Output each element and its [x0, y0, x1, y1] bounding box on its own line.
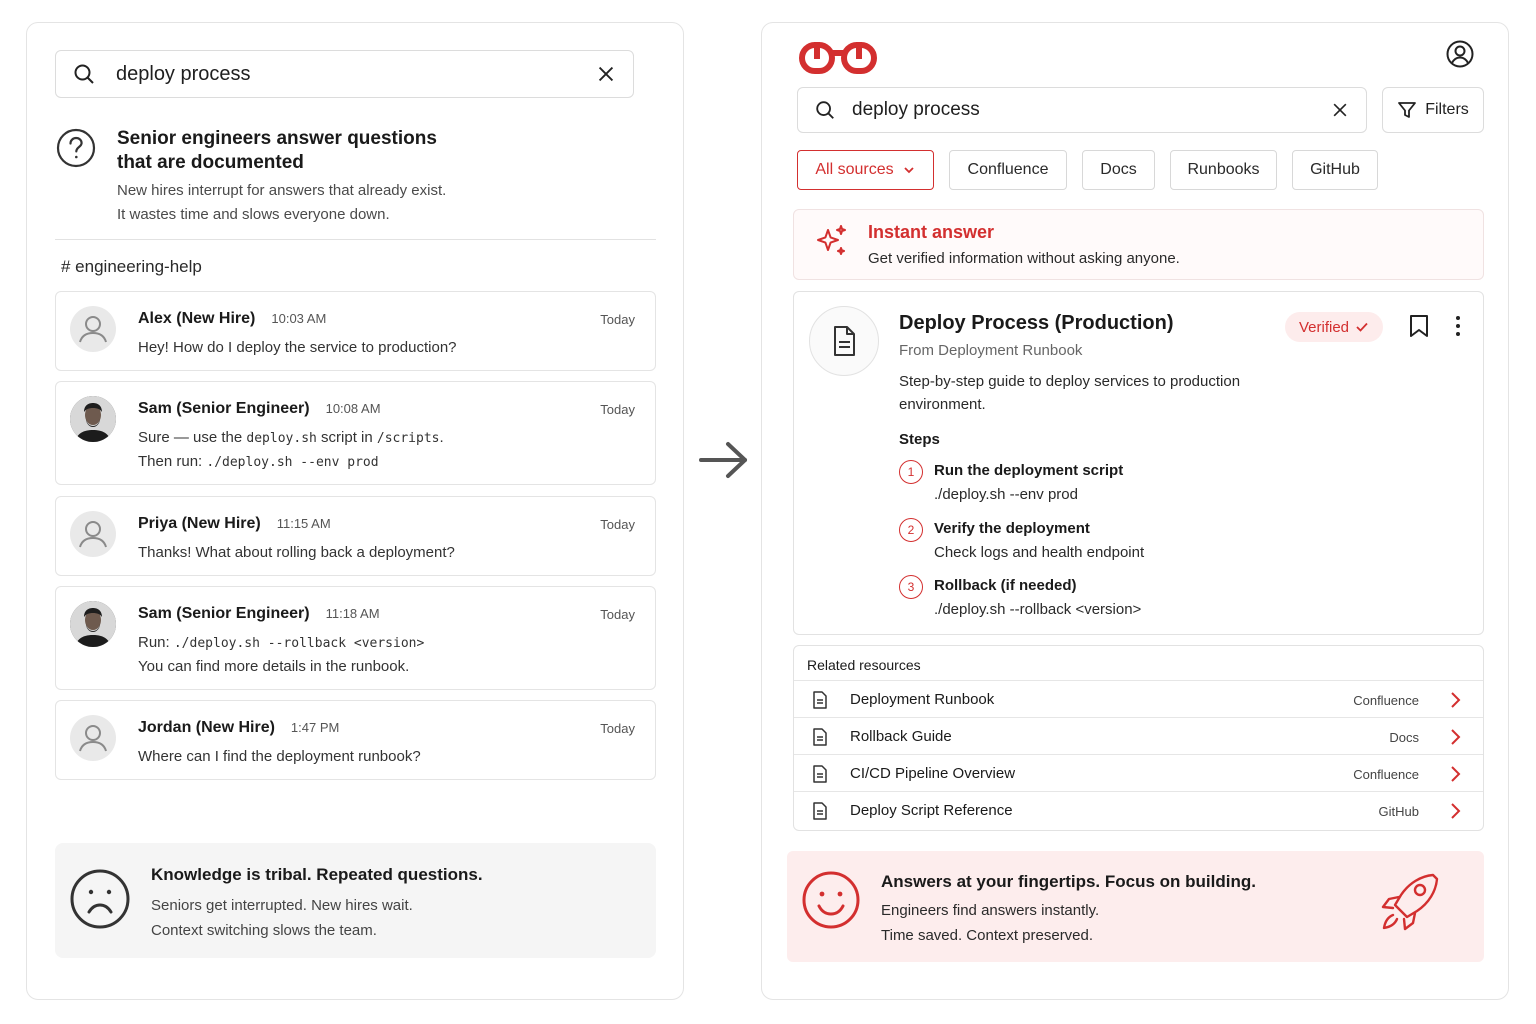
- document-icon: [827, 324, 861, 358]
- related-item[interactable]: [794, 791, 1483, 828]
- search-bar[interactable]: [797, 87, 1367, 133]
- after-panel: [761, 22, 1509, 1000]
- step-number: 2: [899, 518, 923, 542]
- verified-label: Verified: [1298, 318, 1350, 336]
- message-time: 11:15 AM: [276, 516, 331, 531]
- clear-icon[interactable]: [1330, 100, 1350, 120]
- message-text: [138, 426, 618, 474]
- sender-name: [138, 310, 326, 328]
- problem-summary: [55, 843, 656, 958]
- chip-label: Confluence: [967, 161, 1049, 178]
- chat-message: [55, 381, 656, 485]
- avatar: [70, 511, 116, 557]
- check-icon: [1355, 320, 1369, 334]
- more-options-icon[interactable]: [1450, 314, 1466, 338]
- message-text: Hey! How do I deploy the service to production?: [138, 339, 457, 356]
- related-source: Confluence: [1353, 767, 1419, 782]
- step-detail: ./deploy.sh --rollback <version>: [934, 601, 1142, 618]
- avatar: [70, 306, 116, 352]
- step-title: Rollback (if needed): [934, 577, 1077, 594]
- chip-runbooks[interactable]: [1170, 150, 1277, 190]
- summary-title: Knowledge is tribal. Repeated questions.: [151, 865, 483, 884]
- step-title: Verify the deployment: [934, 520, 1090, 537]
- sender-label: Sam (Senior Engineer): [138, 605, 310, 622]
- code-snippet: deploy.sh: [246, 431, 317, 446]
- filters-label: Filters: [1425, 101, 1469, 118]
- sender-name: [138, 515, 331, 533]
- brand-logo-icon: [798, 39, 878, 75]
- search-icon: [72, 62, 96, 86]
- user-icon: [70, 511, 116, 557]
- chevron-right-icon: [1448, 691, 1462, 709]
- step-number: 3: [899, 575, 923, 599]
- sender-label: Priya (New Hire): [138, 515, 261, 532]
- sender-name: [138, 400, 381, 418]
- sender-label: Alex (New Hire): [138, 310, 256, 327]
- arrow-right-icon: [698, 440, 750, 480]
- text-segment: Sure — use the: [138, 429, 247, 446]
- related-heading: Related resources: [807, 657, 921, 673]
- related-item[interactable]: [794, 717, 1483, 754]
- document-icon-badge: [809, 306, 879, 376]
- rocket-icon: [1377, 869, 1443, 935]
- chevron-right-icon: [1448, 765, 1462, 783]
- search-bar[interactable]: [55, 50, 634, 98]
- message-text: Where can I find the deployment runbook?: [138, 748, 421, 765]
- document-icon: [812, 728, 828, 746]
- related-title: Rollback Guide: [850, 728, 952, 745]
- chat-message: [55, 700, 656, 780]
- channel-name: # engineering-help: [61, 257, 202, 276]
- filter-icon: [1397, 100, 1417, 120]
- problem-description: [117, 179, 557, 227]
- filters-button[interactable]: [1382, 87, 1484, 133]
- message-day: Today: [600, 607, 635, 622]
- related-title: Deployment Runbook: [850, 691, 995, 708]
- message-day: Today: [600, 312, 635, 327]
- related-source: GitHub: [1378, 804, 1419, 819]
- summary-line-2: Time saved. Context preserved.: [881, 927, 1094, 944]
- step-detail: ./deploy.sh --env prod: [934, 486, 1078, 503]
- problem-title: Senior engineers answer questions that are documented: [117, 128, 437, 173]
- user-icon: [70, 306, 116, 352]
- related-item[interactable]: [794, 754, 1483, 791]
- summary-description: [881, 898, 1301, 948]
- text-segment: Then run:: [138, 453, 207, 470]
- step-number: 1: [899, 460, 923, 484]
- related-title: Deploy Script Reference: [850, 802, 1013, 819]
- question-icon: [55, 127, 97, 169]
- related-source: Confluence: [1353, 693, 1419, 708]
- summary-line-1: Engineers find answers instantly.: [881, 902, 1100, 919]
- sad-face-icon: [69, 868, 131, 930]
- related-resources: [793, 645, 1484, 831]
- smiley-face-icon: [801, 870, 861, 930]
- problem-line-1: New hires interrupt for answers that already exist.: [117, 182, 447, 199]
- avatar: [70, 601, 116, 647]
- steps-heading: Steps: [899, 431, 940, 448]
- chat-message: [55, 496, 656, 576]
- code-snippet: /scripts: [376, 431, 440, 446]
- user-icon: [70, 715, 116, 761]
- summary-description: [151, 893, 601, 943]
- chevron-right-icon: [1448, 728, 1462, 746]
- instant-answer-banner: [793, 209, 1484, 280]
- summary-line-2: Context switching slows the team.: [151, 922, 377, 939]
- chevron-right-icon: [1448, 802, 1462, 820]
- chip-label: Runbooks: [1187, 161, 1260, 178]
- chip-docs[interactable]: [1082, 150, 1155, 190]
- sender-name: [138, 719, 339, 737]
- divider: [55, 239, 656, 240]
- message-time: 11:18 AM: [325, 606, 380, 621]
- sparkle-icon: [814, 224, 848, 258]
- chat-message: [55, 586, 656, 690]
- sender-label: Sam (Senior Engineer): [138, 400, 310, 417]
- search-icon: [814, 99, 836, 121]
- before-panel: [26, 22, 684, 1000]
- profile-photo-icon: [70, 601, 116, 647]
- summary-title: Answers at your fingertips. Focus on building.: [881, 872, 1256, 891]
- bookmark-icon[interactable]: [1408, 314, 1430, 338]
- text-segment: Run:: [138, 634, 174, 651]
- code-snippet: ./deploy.sh --rollback <version>: [173, 636, 425, 651]
- related-item[interactable]: [794, 680, 1483, 717]
- chip-confluence[interactable]: [949, 150, 1067, 190]
- answer-title[interactable]: Deploy Process (Production): [899, 312, 1174, 334]
- chip-all-sources[interactable]: [797, 150, 934, 190]
- search-input[interactable]: deploy process: [852, 99, 980, 120]
- avatar: [70, 396, 116, 442]
- text-segment: You can find more details in the runbook.: [138, 658, 410, 675]
- message-text: Thanks! What about rolling back a deployment?: [138, 544, 455, 561]
- message-time: 10:03 AM: [271, 311, 327, 326]
- clear-icon[interactable]: [595, 63, 617, 85]
- instant-answer-description: Get verified information without asking anyone.: [868, 250, 1180, 267]
- document-icon: [812, 691, 828, 709]
- message-text: [138, 631, 618, 678]
- summary-line-1: Seniors get interrupted. New hires wait.: [151, 897, 413, 914]
- chip-label: Docs: [1100, 161, 1137, 178]
- message-day: Today: [600, 402, 635, 417]
- sender-name: [138, 605, 380, 623]
- problem-line-2: It wastes time and slows everyone down.: [117, 206, 390, 223]
- related-source: Docs: [1389, 730, 1419, 745]
- answer-description: Step-by-step guide to deploy services to production environment.: [899, 373, 1241, 413]
- message-time: 10:08 AM: [325, 401, 381, 416]
- answer-source: From Deployment Runbook: [899, 342, 1083, 359]
- chip-label: All sources: [815, 161, 894, 178]
- step-title: Run the deployment script: [934, 462, 1124, 479]
- message-time: 1:47 PM: [290, 720, 340, 735]
- message-day: Today: [600, 721, 635, 736]
- chip-github[interactable]: [1292, 150, 1378, 190]
- solution-summary: [787, 851, 1484, 962]
- sender-label: Jordan (New Hire): [138, 719, 275, 736]
- avatar: [70, 715, 116, 761]
- chip-label: GitHub: [1310, 161, 1360, 178]
- instant-answer-title: Instant answer: [868, 222, 995, 242]
- answer-card[interactable]: [793, 291, 1484, 635]
- text-segment: .: [439, 429, 444, 446]
- document-icon: [812, 765, 828, 783]
- profile-photo-icon: [70, 396, 116, 442]
- text-segment: script in: [316, 429, 377, 446]
- chat-message: [55, 291, 656, 371]
- message-day: Today: [600, 517, 635, 532]
- document-icon: [812, 802, 828, 820]
- search-input[interactable]: deploy process: [116, 62, 251, 85]
- account-icon[interactable]: [1446, 40, 1474, 68]
- related-title: CI/CD Pipeline Overview: [850, 765, 1016, 782]
- step-detail: Check logs and health endpoint: [934, 544, 1145, 561]
- chevron-down-icon: [902, 163, 916, 177]
- verified-badge: [1285, 312, 1383, 342]
- code-snippet: ./deploy.sh --env prod: [206, 455, 379, 470]
